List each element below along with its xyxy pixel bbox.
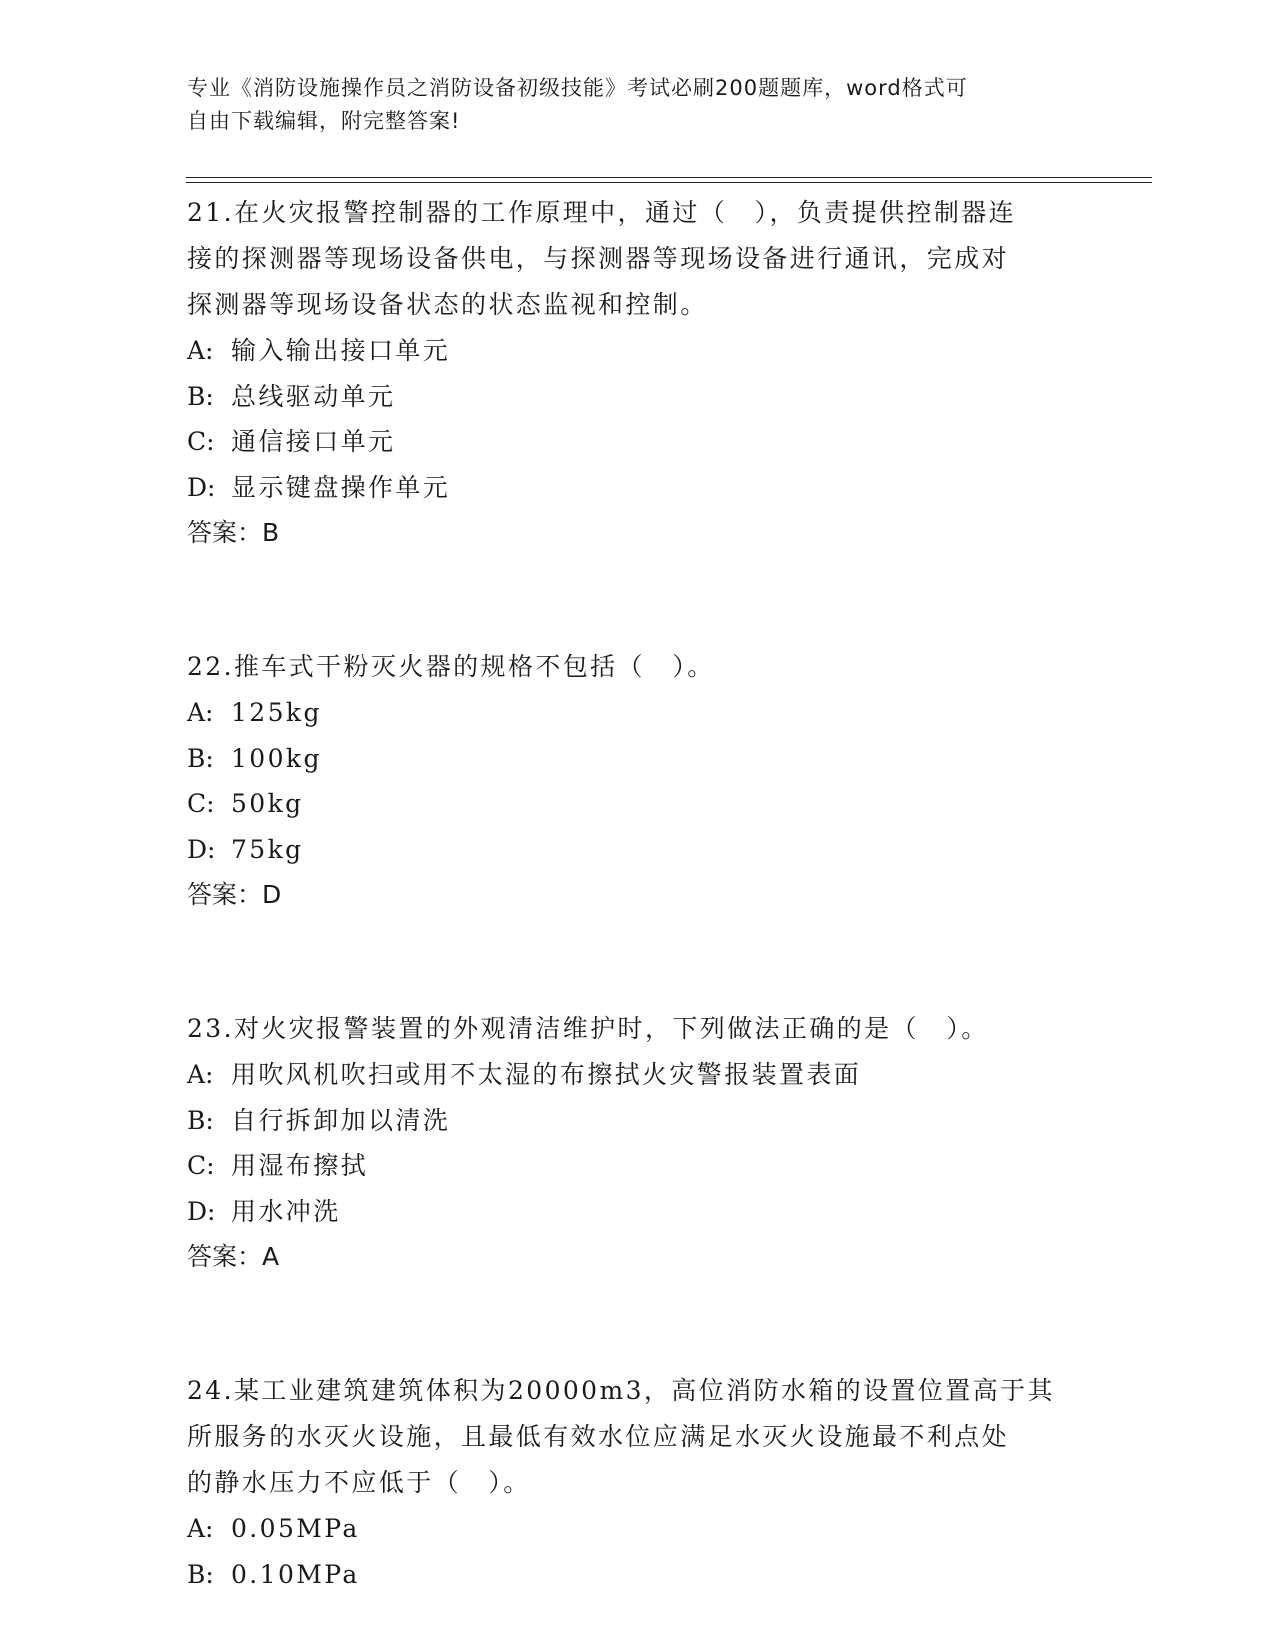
- option-letter: B:: [187, 1105, 214, 1135]
- question-spacer: [187, 556, 1087, 644]
- question-text-line: 所服务的水灭火设施，且最低有效水位应满足水灭火设施最不利点处: [187, 1422, 1010, 1451]
- question-spacer: [187, 918, 1087, 1006]
- option-text: 用水冲洗: [231, 1196, 341, 1226]
- option-b: [187, 374, 1087, 420]
- option-b: [187, 736, 1087, 782]
- option-letter: B:: [187, 1559, 214, 1589]
- question-text-line: 24.某工业建筑建筑体积为20000m3，高位消防水箱的设置位置高于其: [187, 1376, 1055, 1405]
- option-c: [187, 1143, 1087, 1189]
- option-letter: A:: [187, 336, 214, 365]
- option-b: [187, 1098, 1087, 1144]
- question-23: [187, 1006, 1087, 1280]
- question-text-line: 22.推车式干粉灭火器的规格不包括（ ）。: [187, 652, 715, 681]
- option-a: [187, 1052, 1087, 1098]
- option-letter: C:: [187, 1151, 215, 1180]
- option-letter: D:: [187, 834, 216, 864]
- answer-line: 答案：A: [187, 1242, 280, 1271]
- question-text-line: 23.对火灾报警装置的外观清洁维护时，下列做法正确的是（ ）。: [187, 1014, 989, 1043]
- option-letter: D:: [187, 1196, 216, 1226]
- document-header: [187, 72, 1087, 138]
- option-letter: A:: [187, 1514, 214, 1543]
- option-a: [187, 328, 1087, 374]
- option-text: 75kg: [231, 834, 304, 864]
- question-text-line: 的静水压力不应低于（ ）。: [187, 1468, 531, 1497]
- option-text: 0.10MPa: [231, 1559, 360, 1589]
- option-c: [187, 781, 1087, 827]
- option-text: 125kg: [231, 698, 322, 727]
- option-text: 用吹风机吹扫或用不太湿的布擦拭火灾警报装置表面: [231, 1060, 862, 1089]
- option-b: [187, 1552, 1087, 1598]
- question-21: [187, 190, 1087, 556]
- header-line-1: 专业《消防设施操作员之消防设备初级技能》考试必刷200题题库，word格式可: [187, 76, 968, 100]
- option-letter: A:: [187, 1060, 214, 1089]
- question-text-line: 21.在火灾报警控制器的工作原理中，通过（ ），负责提供控制器连: [187, 198, 1017, 227]
- option-letter: B:: [187, 381, 214, 411]
- option-letter: D:: [187, 472, 216, 502]
- option-letter: B:: [187, 743, 214, 773]
- question-text-line: 接的探测器等现场设备供电，与探测器等现场设备进行通讯，完成对: [187, 244, 1010, 273]
- question-text-line: 探测器等现场设备状态的状态监视和控制。: [187, 290, 708, 319]
- option-c: [187, 419, 1087, 465]
- answer-line: 答案：B: [187, 518, 280, 547]
- question-22: [187, 644, 1087, 918]
- option-text: 通信接口单元: [231, 427, 396, 456]
- header-divider-bottom: [186, 182, 1152, 183]
- question-spacer: [187, 1280, 1087, 1368]
- option-text: 0.05MPa: [231, 1514, 360, 1543]
- option-d: [187, 1189, 1087, 1235]
- question-24: [187, 1368, 1087, 1597]
- option-letter: C:: [187, 427, 215, 456]
- option-letter: C:: [187, 789, 215, 818]
- option-text: 总线驱动单元: [231, 381, 396, 411]
- option-text: 输入输出接口单元: [231, 336, 451, 365]
- option-text: 50kg: [231, 789, 304, 818]
- option-letter: A:: [187, 698, 214, 727]
- option-d: [187, 827, 1087, 873]
- header-divider-top: [186, 177, 1152, 178]
- header-line-2: 自由下载编辑，附完整答案!: [187, 109, 461, 133]
- option-a: [187, 1506, 1087, 1552]
- option-text: 自行拆卸加以清洗: [231, 1105, 451, 1135]
- question-list: [187, 190, 1087, 1597]
- option-text: 100kg: [231, 743, 322, 773]
- answer-line: 答案：D: [187, 880, 282, 909]
- option-a: [187, 690, 1087, 736]
- option-d: [187, 465, 1087, 511]
- option-text: 用湿布擦拭: [231, 1151, 369, 1180]
- option-text: 显示键盘操作单元: [231, 472, 451, 502]
